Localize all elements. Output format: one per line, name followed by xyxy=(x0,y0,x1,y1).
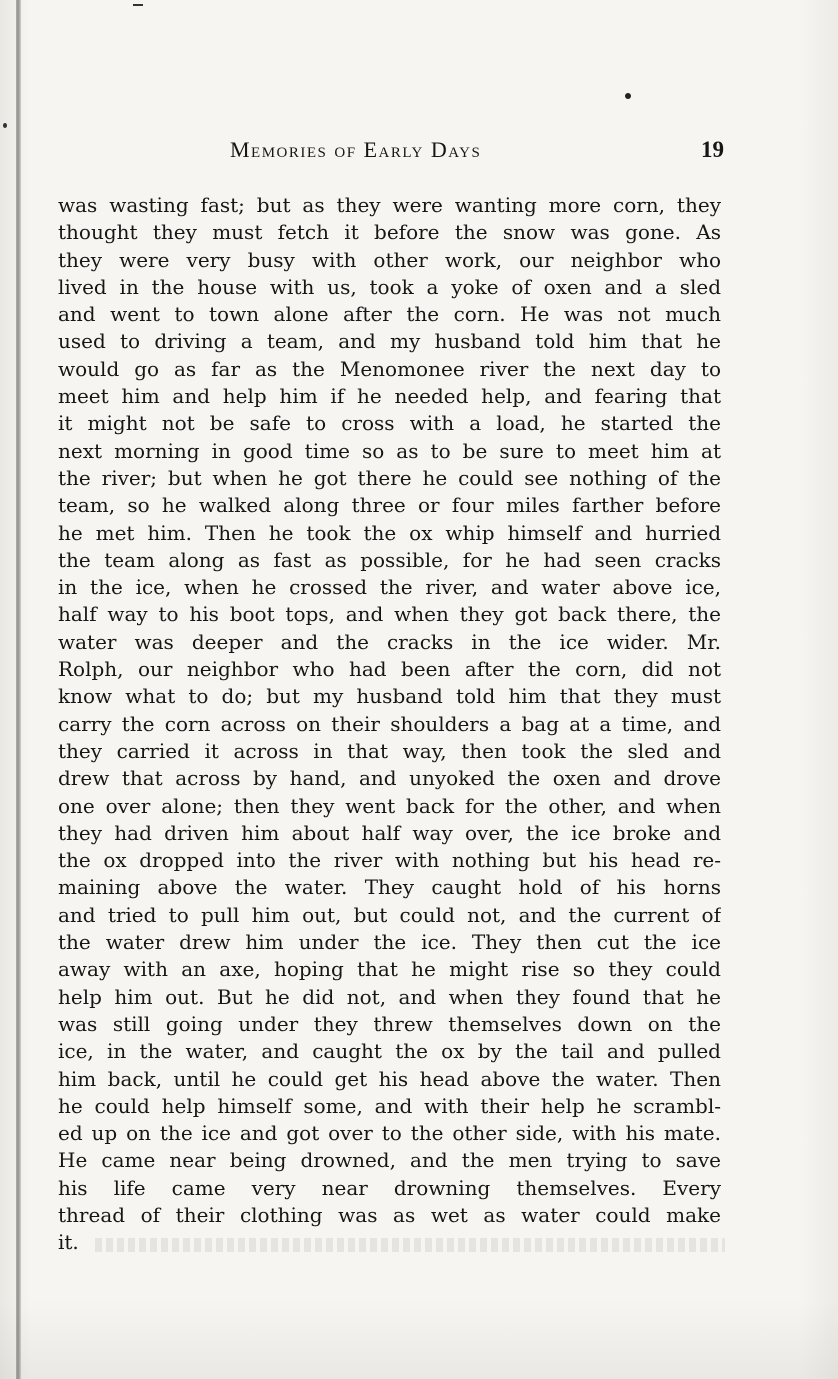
text-line: would go as far as the Menomonee river the next day to xyxy=(58,356,721,381)
text-line: they had driven him about half way over, the ice broke and xyxy=(58,820,721,845)
text-line: maining above the water. They caught hold of his horns xyxy=(58,875,721,900)
text-line: He came near being drowned, and the men trying to save xyxy=(58,1148,721,1173)
text-line: meet him and help him if he needed help, and fearing that xyxy=(58,384,721,409)
text-line: the team along as fast as possible, for he had seen cracks xyxy=(58,547,721,572)
text-line: they were very busy with other work, our neighbor who xyxy=(58,247,721,272)
page-left-edge xyxy=(16,0,21,1379)
text-line: ed up on the ice and got over to the other side, with his mate. xyxy=(58,1121,721,1146)
ink-speck xyxy=(625,93,631,99)
text-line: drew that across by hand, and unyoked the oxen and drove xyxy=(58,766,721,791)
page-header xyxy=(50,137,730,167)
text-line: half way to his boot tops, and when they got back there, the xyxy=(58,602,721,627)
show-through-text xyxy=(95,1238,725,1252)
text-line: away with an axe, hoping that he might rise so they could xyxy=(58,957,721,982)
text-line: it. xyxy=(58,1230,79,1255)
body-text xyxy=(58,192,721,1257)
page-number: 19 xyxy=(701,137,724,162)
text-line: was still going under they threw themselves down on the xyxy=(58,1011,721,1036)
text-line: water was deeper and the cracks in the ice wider. Mr. xyxy=(58,629,721,654)
text-line: they carried it across in that way, then took the sled and xyxy=(58,738,721,763)
text-line: it might not be safe to cross with a load, he started the xyxy=(58,411,721,436)
text-line: was wasting fast; but as they were wanting more corn, they xyxy=(58,193,721,217)
text-line: the water drew him under the ice. They then cut the ice xyxy=(58,930,721,955)
text-line: and went to town alone after the corn. He was not much xyxy=(58,302,721,327)
text-line: team, so he walked along three or four miles farther before xyxy=(58,493,721,518)
text-line: Rolph, our neighbor who had been after the corn, did not xyxy=(58,657,721,682)
text-line: him back, until he could get his head above the water. Then xyxy=(58,1066,721,1091)
text-line: and tried to pull him out, but could not, and the current of xyxy=(58,902,721,927)
ink-speck xyxy=(3,123,7,128)
print-mark xyxy=(133,4,143,6)
text-line: carry the corn across on their shoulders a bag at a time, and xyxy=(58,711,721,736)
text-line: he met him. Then he took the ox whip himself and hurried xyxy=(58,520,721,545)
text-line: the ox dropped into the river with nothing but his head re- xyxy=(58,848,721,873)
text-line: in the ice, when he crossed the river, and water above ice, xyxy=(58,575,721,600)
text-line: help him out. But he did not, and when they found that he xyxy=(58,984,721,1009)
text-line: used to driving a team, and my husband told him that he xyxy=(58,329,721,354)
text-line: his life came very near drowning themselves. Every xyxy=(58,1175,721,1200)
text-line: lived in the house with us, took a yoke of oxen and a sled xyxy=(58,274,721,299)
page-shadow xyxy=(0,1300,838,1379)
text-line: next morning in good time so as to be sure to meet him at xyxy=(58,438,721,463)
text-line: the river; but when he got there he could see nothing of the xyxy=(58,465,721,490)
text-line: thought they must fetch it before the snow was gone. As xyxy=(58,220,721,245)
text-line: one over alone; then they went back for the other, and when xyxy=(58,793,721,818)
text-line: know what to do; but my husband told him that they must xyxy=(58,684,721,709)
text-line: thread of their clothing was as wet as water could make xyxy=(58,1202,721,1227)
text-line: ice, in the water, and caught the ox by the tail and pulled xyxy=(58,1039,721,1064)
text-line: he could help himself some, and with their help he scrambl- xyxy=(58,1093,721,1118)
running-title: Memories of Early Days xyxy=(230,137,482,162)
